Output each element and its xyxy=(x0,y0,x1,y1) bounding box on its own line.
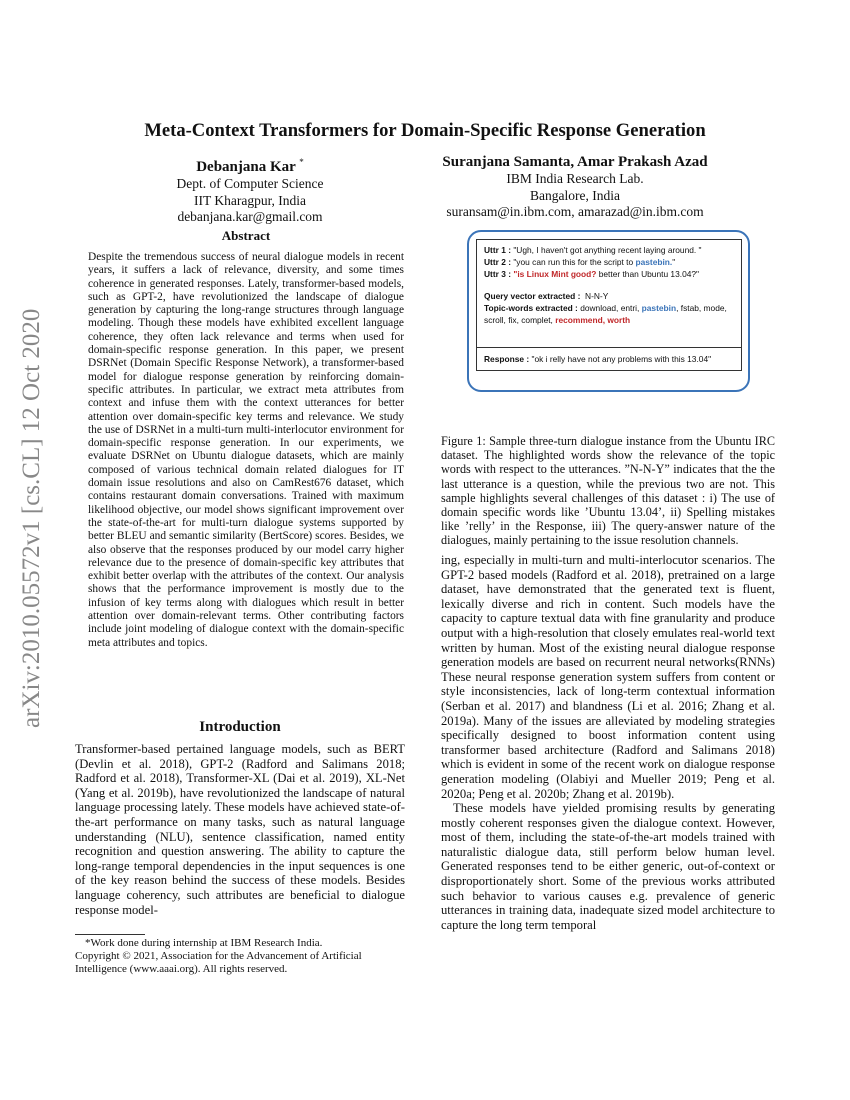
abstract-heading: Abstract xyxy=(221,228,271,243)
author-name: Suranjana Samanta, Amar Prakash Azad xyxy=(442,154,708,170)
author-name-line xyxy=(120,153,380,176)
response-text: "ok i relly have not any problems with this 13.04" xyxy=(531,354,712,364)
utterance-label: Uttr 2 : xyxy=(484,257,511,267)
intro-paragraph-1: Transformer-based pertained language models, such as BERT (Devlin et al. 2018), GPT-2 (Radford and Salimans 2018; Radford et al. 2018), Transformer-XL (Dai et al. 2019), XL-Net (Yang et al. 2019b), have revolutionized the landscape of natural language processing lately. These models have achieved state-of-the-art performance on many tasks, such as natural language understanding (NLU), sentence classification, named entity recognition and question answering. The ability to capture the long-range temporal dependencies in the input sequences is one of the key reason behind the success of these models. Besides language coherency, such attributes are beneficial to dialogue response model- xyxy=(75,742,405,917)
highlighted-topic: pastebin xyxy=(641,303,677,313)
introduction-heading: Introduction xyxy=(199,719,281,735)
utterance-3 xyxy=(484,268,734,280)
utterance-text-end: " xyxy=(672,257,676,267)
author-block-2 xyxy=(415,153,735,221)
response-box xyxy=(476,347,742,371)
copyright-text: Copyright © 2021, Association for the Advancement of Artificial Intelligence (www.aaai.org). All rights reserved. xyxy=(75,950,362,975)
author-affiliation: IIT Kharagpur, India xyxy=(193,192,307,208)
utterance-1 xyxy=(484,244,734,256)
query-value: N-N-Y xyxy=(585,291,609,301)
footnote-divider xyxy=(75,934,145,935)
figure-1-dialogue-box xyxy=(467,230,750,392)
introduction-left-column xyxy=(75,742,405,917)
utterance-text: "you can run this for the script to xyxy=(513,257,636,267)
topic-label: Topic-words extracted : xyxy=(484,303,578,313)
abstract-text: Despite the tremendous success of neural dialogue models in recent years, it suffers a lack of relevance, diversity, and some times coherence in generated responses. Lately, transformer-based models, such as GPT-2, have revolutionized the landscape of dialogue generation by capturing the long-range structures through language modeling. Though these models have exhibited excellent language coherence, they often lack relevance and terms when used for domain-specific response generation. In this paper, we present DSRNet (Domain Specific Response Network), a transformer-based model for dialogue response generation by reinforcing domain-specific attributes. In particular, we extract meta attributes from context and infuse them with the context utterances for better attention over domain-specific key terms and relevance. We study the use of DSRNet in a multi-turn multi-interlocutor environment for domain-specific response generation. In our experiments, we evaluate DSRNet on Ubuntu dialogue datasets, which are mainly composed of various technical domain related dialogues for IT domain issue resolutions and also on CamRest676 dataset, which contains restaurant domain conversations. Trained with maximum likelihood objective, our model shows significant improvement over the state-of-the-art for multi-turn dialogue systems supported by better BLEU and semantic similarity (BertScore) scores. Besides, we also observe that the responses produced by our model carry higher relevance due to the presence of domain-specific key attributes that exhibit better overlap with the attributes of the context. Our analysis shows that the performance improvement is mostly due to the infusion of key terms along with dialogues which result in better attention over domain-relevant terms. Other contributing factors include joint modeling of dialogue context with the domain-specific meta attributes and topics. xyxy=(88,251,404,649)
intro-paragraph-2: These models have yielded promising results by generating mostly coherent responses given the dialogue context. However, most of them, including the state-of-the-art models trained with naturalistic dialogue data, still perform below human level. Generated responses tend to be either generic, out-of-context or disproportionately short. Some of the previous works attributed such behavior to various causes e.g. prevalence of generic utterances in training data, inadequate sized model architecture to capture the long term temporal xyxy=(441,801,775,932)
topic-text: download, entri, xyxy=(580,303,642,313)
response-label: Response : xyxy=(484,354,530,364)
intro-paragraph-1-continued: ing, especially in multi-turn and multi-interlocutor scenarios. The GPT-2 based models (Radford et al. 2018), pretrained on a large dataset, have demonstrated that the generated text is fluent, lexically diverse and rich in content. Such models have the capacity to capture textual data with fine granularity and produce output with a high-resolution that closely emulates real-world text written by human. Most of the existing neural dialogue response generation models are based on recurrent neural networks(RNNs) These neural response generation system suffers from content or style inconsistencies, lack of long-term contextual information (Serban et al. 2017) and blandness (Li et al. 2016; Zhang et al. 2019a). Many of the issues are alleviated by modeling strategies specifically designed to boost information content using transformer based architecture (Radford and Salimans 2018) which is evident in some of the recent work on dialogue response generation modeling (Olabiyi and Mueller 2019; Peng et al. 2020a; Peng et al. 2020b; Zhang et al. 2019b). xyxy=(441,553,775,801)
utterance-text: "Ugh, I haven't got anything recent laying around. " xyxy=(513,245,702,255)
query-vector xyxy=(484,290,734,302)
author-department: IBM India Research Lab. xyxy=(506,171,644,186)
author-affiliation: Bangalore, India xyxy=(530,187,620,203)
topic-text: , fstab, mode, scroll, fix, complet, xyxy=(484,303,727,325)
paper-title: Meta-Context Transformers for Domain-Specific Response Generation xyxy=(144,120,706,141)
introduction-right-column xyxy=(441,553,775,932)
highlighted-phrase: is Linux Mint good? xyxy=(517,269,597,279)
utterance-2 xyxy=(484,256,734,268)
author-name: Debanjana Kar xyxy=(196,159,296,175)
highlighted-word: pastebin. xyxy=(635,257,673,267)
footnote-area xyxy=(75,937,405,976)
figure-1-caption: Figure 1: Sample three-turn dialogue instance from the Ubuntu IRC dataset. The highlighted words show the relevance of the topic words with respect to the utterances. ”N-N-Y” indicates that the the last utterance is a question, while the previous two are not. This sample highlights several challenges of this dataset : i) The use of domain specific words like ’Ubuntu 13.04’, ii) Spelling mistakes like ’relly’ in the Response, iii) The query-answer nature of the dialogues, mainly pertaining to the issue resolution channels. xyxy=(441,434,775,548)
topic-words xyxy=(484,302,734,326)
query-label: Query vector extracted : xyxy=(484,291,581,301)
author-block-1 xyxy=(120,153,380,226)
footnote-mark: * xyxy=(299,157,304,167)
highlighted-topic: recommend, worth xyxy=(555,315,631,325)
arxiv-identifier xyxy=(2,210,52,730)
author-email: debanjana.kar@gmail.com xyxy=(177,209,323,224)
arxiv-id-text: arXiv:2010.05572v1 [cs.CL] 12 Oct 2020 xyxy=(18,308,45,728)
utterance-text: better than Ubuntu 13.04?" xyxy=(596,269,700,279)
footnote-text: *Work done during internship at IBM Research India. xyxy=(85,937,323,949)
utterance-label: Uttr 1 : xyxy=(484,245,511,255)
utterance-label: Uttr 3 : xyxy=(484,269,511,279)
utterance-box xyxy=(476,239,742,348)
author-email: suransam@in.ibm.com, amarazad@in.ibm.com xyxy=(446,204,704,219)
author-department: Dept. of Computer Science xyxy=(176,176,324,191)
utterance-quote: " xyxy=(513,269,518,279)
